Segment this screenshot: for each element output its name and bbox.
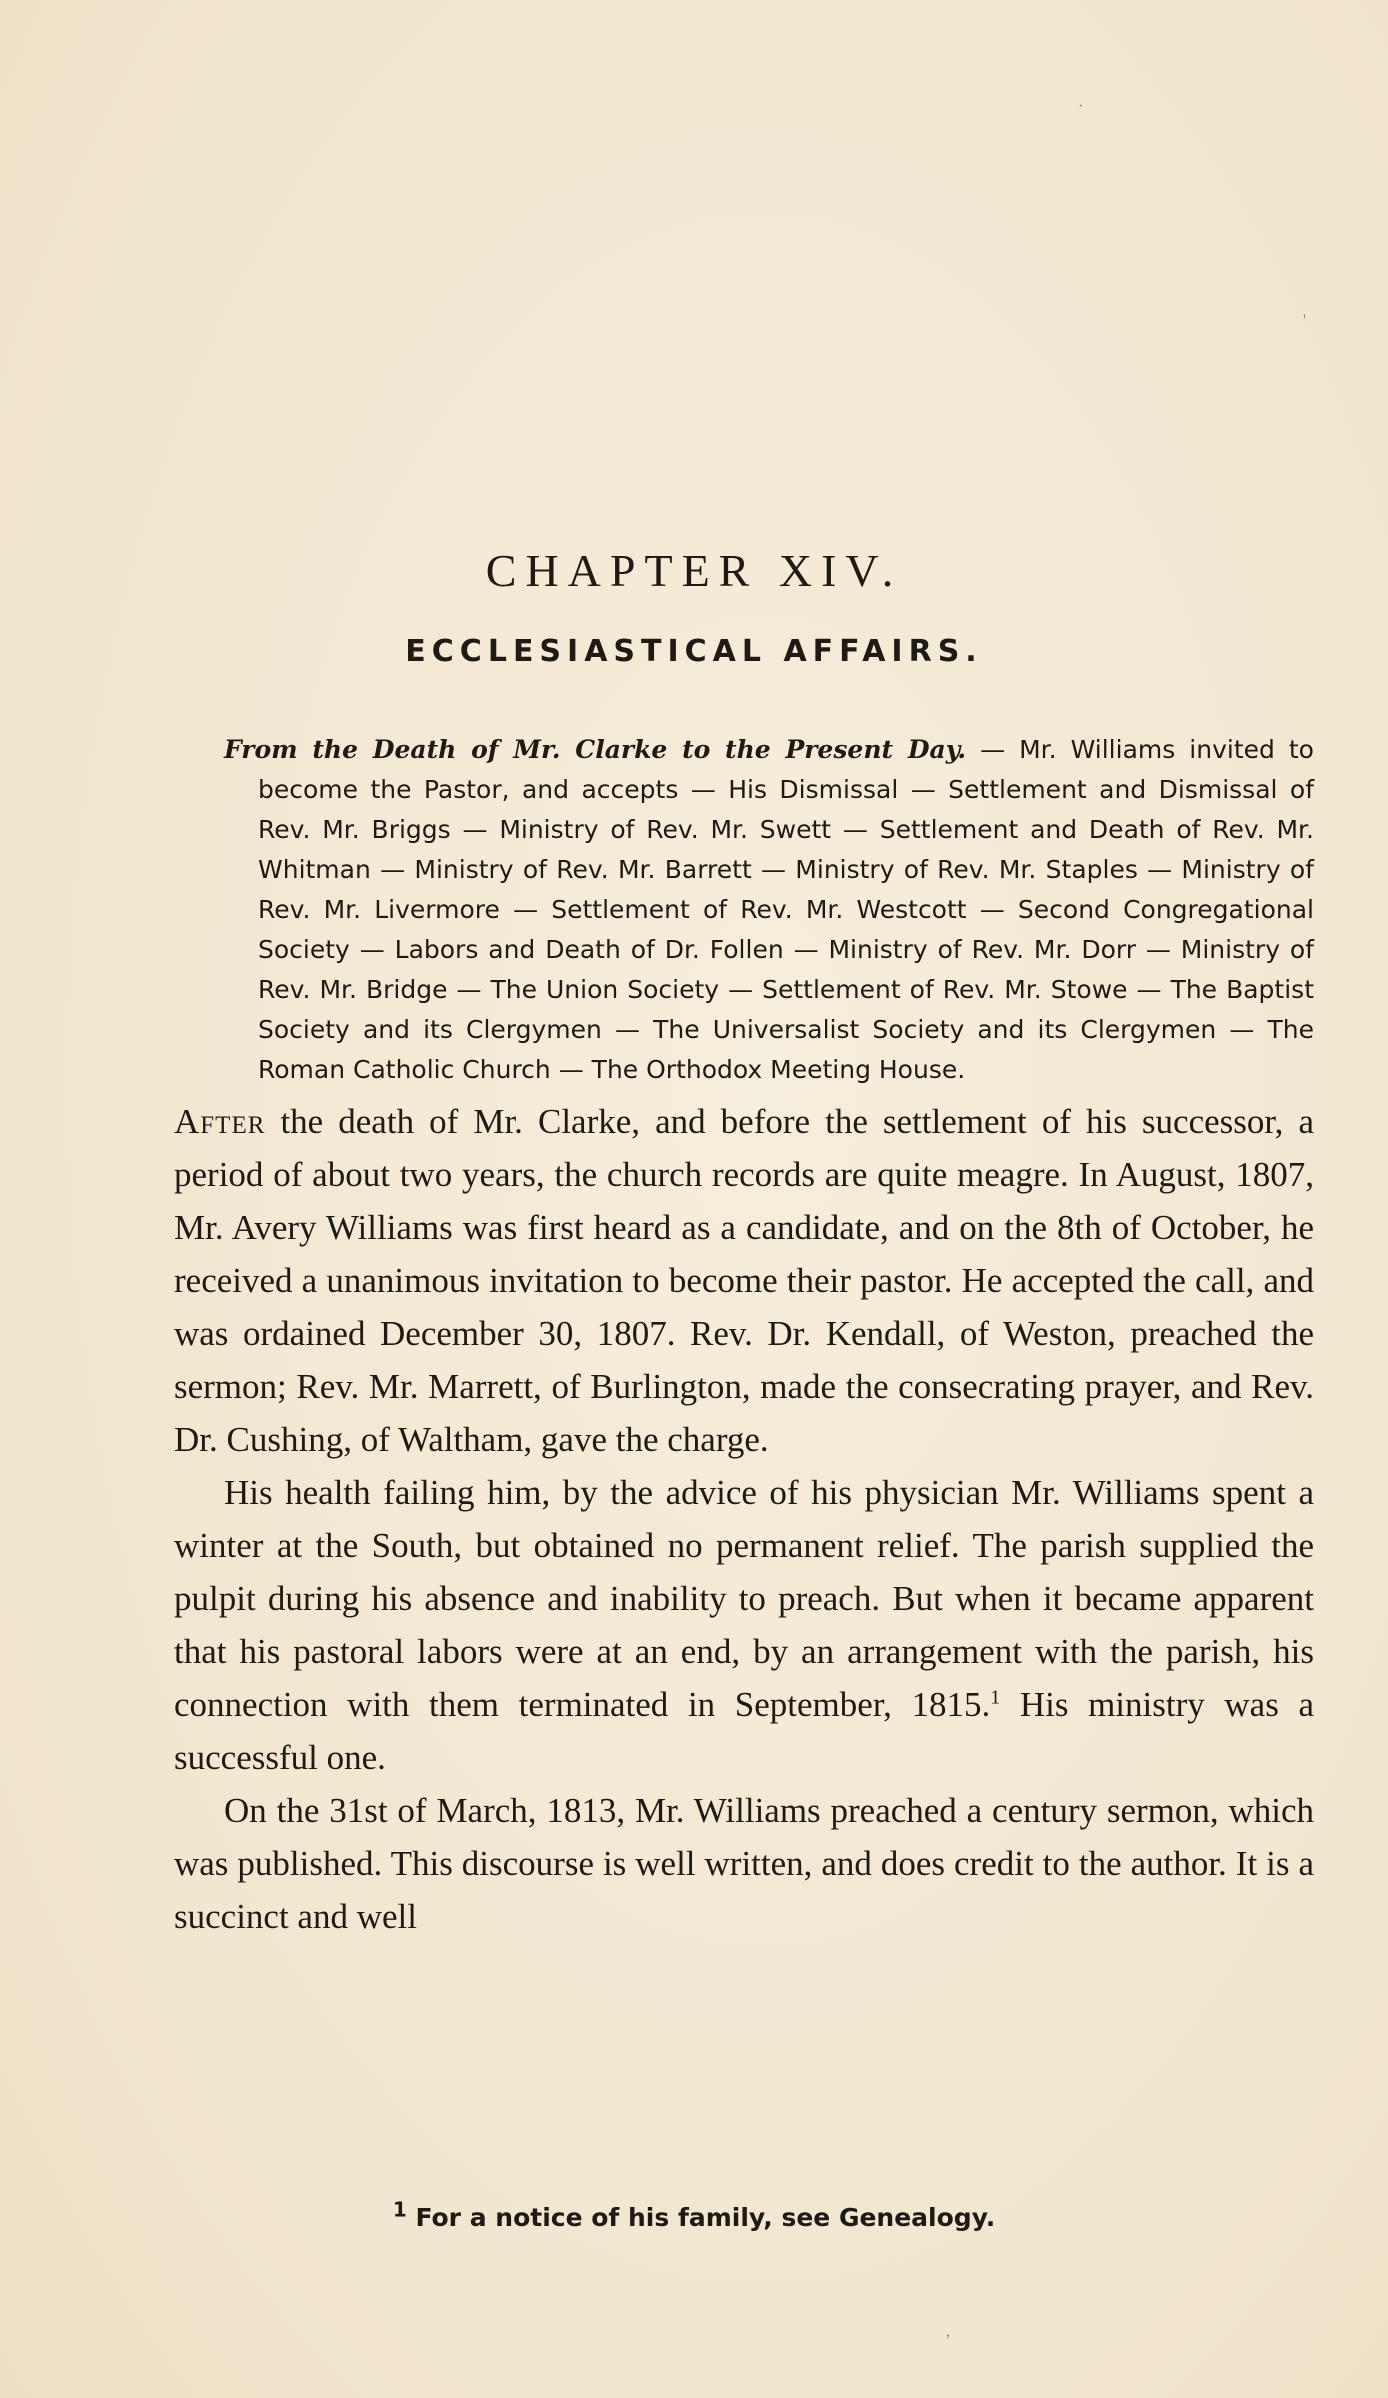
footnote-reference: 1 [990, 1686, 1001, 1709]
chapter-subtitle: ECCLESIASTICAL AFFAIRS. [405, 634, 983, 669]
chapter-synopsis [224, 730, 1314, 1090]
speck-mark: ' [1303, 312, 1306, 329]
footnote-mark: 1 [392, 2197, 407, 2222]
synopsis-paragraph [224, 730, 1314, 1090]
body-text [174, 1095, 1314, 1943]
paragraph-3 [174, 1784, 1314, 1943]
speck-mark: , [946, 2323, 950, 2340]
speck-mark: · [1078, 98, 1084, 115]
paragraph-2-end: His ministry was a successful one. [174, 1685, 1314, 1777]
synopsis-text: — Mr. Williams invited to become the Pastor, and accepts — His Dismissal — Settlement and Dismissal of Rev. Mr. Briggs — Ministry of Rev. Mr. Swett — Settlement and Death of Rev. Mr. Whitman — Ministry of Rev. Mr. Barrett — Ministry of Rev. Mr. Staples — Ministry of Rev. Mr. Livermore — Settlement of Rev. Mr. Westcott — Second Congregational Society — Labors and Death of Dr. Follen — Ministry of Rev. Mr. Dorr — Ministry of Rev. Mr. Bridge — The Union Society — Settlement of Rev. Mr. Stowe — The Baptist Society and its Clergymen — The Universalist Society and its Clergymen — The Roman Catholic Church — The Orthodox Meeting House. [258, 735, 1314, 1084]
footnote [0, 2197, 1388, 2232]
footnote-text: For a notice of his family, see Genealogy. [406, 2203, 996, 2232]
synopsis-lead: From the Death of Mr. Clarke to the Present Day. [224, 735, 967, 764]
opening-word: After [174, 1102, 266, 1141]
paragraph-2 [174, 1466, 1314, 1784]
paragraph-1 [174, 1095, 1314, 1466]
chapter-title: CHAPTER XIV. [485, 545, 903, 596]
paragraph-1-text: the death of Mr. Clarke, and before the settlement of his successor, a period of about two years, the church records are quite meagre. In August, 1807, Mr. Avery Williams was first heard as a candidate, and on the 8th of October, he received a unanimous invitation to become their pastor. He accepted the call, and was ordained December 30, 1807. Rev. Dr. Kendall, of Weston, preached the sermon; Rev. Mr. Marrett, of Burlington, made the consecrating prayer, and Rev. Dr. Cushing, of Waltham, gave the charge. [174, 1102, 1314, 1459]
paragraph-3-text: On the 31st of March, 1813, Mr. Williams preached a century sermon, which was published. This discourse is well written, and does credit to the author. It is a succinct and well [174, 1791, 1314, 1936]
paragraph-2-text: His health failing him, by the advice of his physician Mr. Williams spent a winter at the South, but obtained no permanent relief. The parish supplied the pulpit during his absence and inability to preach. But when it became apparent that his pastoral labors were at an end, by an arrangement with the parish, his connection with them terminated in September, 1815. [174, 1473, 1314, 1724]
